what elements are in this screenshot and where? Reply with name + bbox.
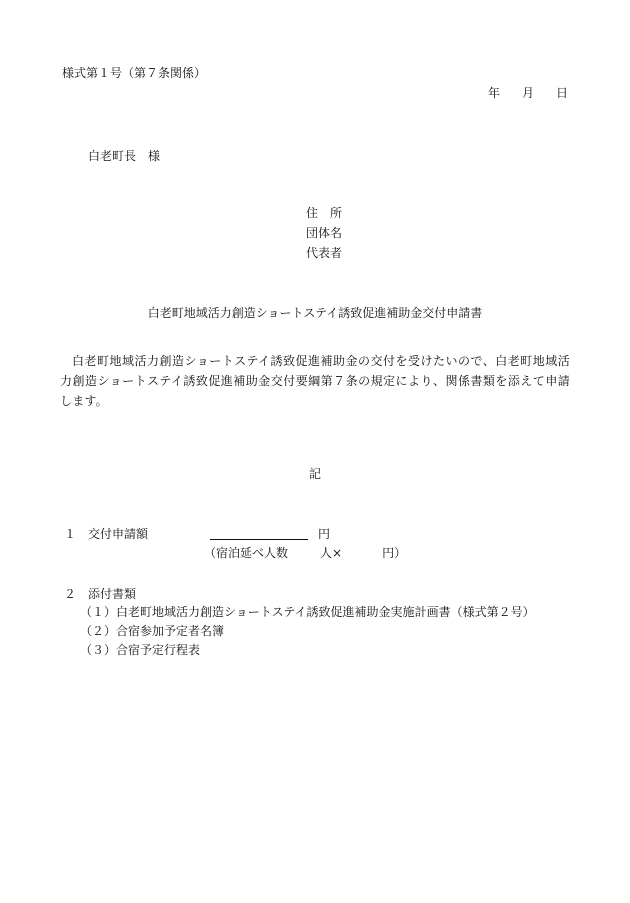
date-day: 日 xyxy=(555,86,568,100)
addressee-name: 白老町長 xyxy=(88,149,137,163)
attachment-list xyxy=(80,605,535,662)
attachment-item: （１）白老町地域活力創造ショートステイ誘致促進補助金実施計画書（様式第２号） xyxy=(80,605,535,619)
amount-blank-line xyxy=(210,539,308,540)
item-1 xyxy=(64,527,148,541)
attachment-item: （３）合宿予定行程表 xyxy=(80,643,201,657)
date-line xyxy=(488,86,568,100)
date-year: 年 xyxy=(487,86,500,100)
item-1-label: 交付申請額 xyxy=(88,527,149,541)
form-number: 様式第１号（第７条関係） xyxy=(62,66,207,80)
addressee xyxy=(88,149,160,163)
addressee-honorific: 様 xyxy=(148,149,161,163)
document-title: 白老町地域活力創造ショートステイ誘致促進補助金交付申請書 xyxy=(147,306,483,320)
body-paragraph: 白老町地域活力創造ショートステイ誘致促進補助金の交付を受けたいので、白老町地域活力創造ショートステイ誘致促進補助金交付要綱第７条の規定により、関係書類を添えて申請します。 xyxy=(60,354,570,408)
calc-person: 人× xyxy=(320,546,343,560)
item-2 xyxy=(64,587,136,601)
ki-heading: 記 xyxy=(308,467,321,481)
applicant-organization-label: 団体名 xyxy=(306,226,343,240)
amount-calculation xyxy=(204,546,406,560)
item-2-number: ２ xyxy=(64,587,77,601)
calc-yen: 円） xyxy=(382,546,407,560)
item-1-number: １ xyxy=(64,527,77,541)
item-2-label: 添付書類 xyxy=(88,587,137,601)
applicant-address-label: 住 所 xyxy=(306,206,343,220)
amount-unit: 円 xyxy=(318,527,331,541)
applicant-block xyxy=(306,206,342,266)
calc-open: （宿泊延べ人数 xyxy=(204,546,289,560)
date-month: 月 xyxy=(521,86,534,100)
attachment-item: （２）合宿参加予定者名簿 xyxy=(80,624,225,638)
applicant-representative-label: 代表者 xyxy=(306,246,343,260)
